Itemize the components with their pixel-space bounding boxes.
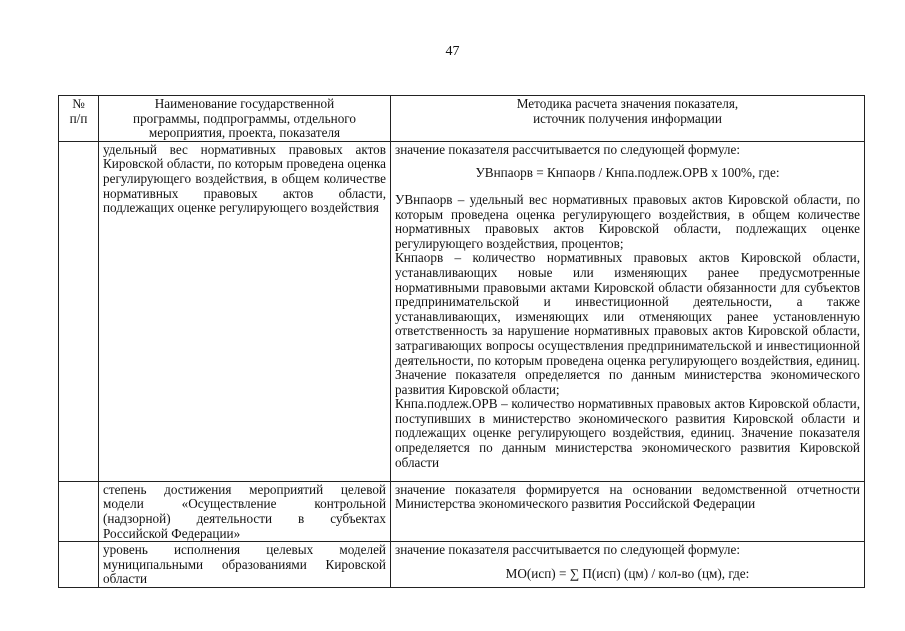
indicator-name: уровень исполнения целевых моделей муниципальными образованиями Кировской области	[99, 542, 391, 588]
definition-paragraph: Кнпаорв – количество нормативных правовых актов Кировской области, устанавливающих новые или изменяющих ранее предусмотренные нормативными правовыми актами Кировской области обязанности для субъектов предпринимательской и инвестиционной деятельности, а также устанавливающих, изменяющих или отменяющих ранее установленную ответственность за нарушение нормативных правовых актов Кировской области, затрагивающих вопросы осуществления предпринимательской и инвестиционной деятельности, по которым проведена оценка регулирующего воздействия, единиц. Значение показателя определяется по данным министерства экономического развития Кировской области;	[395, 250, 860, 397]
method-intro: значение показателя рассчитывается по следующей формуле:	[395, 141, 741, 157]
definition-paragraph: УВнпаорв – удельный вес нормативных правовых актов Кировской области, по которым проведена оценка регулирующего воздействия, в общем количестве нормативных правовых актов Кировской области, подлежащих оценке регулирующего воздействия, процентов;	[395, 191, 860, 251]
table-row	[59, 542, 865, 588]
row-number	[59, 542, 99, 588]
definition-paragraph: Кнпа.подлеж.ОРВ – количество нормативных правовых актов Кировской области, поступивших в министерство экономического развития Кировской области и подлежащих оценке регулирующего воздействия, единиц. Значение показателя определяется по данным министерства экономического развития Кировской области	[395, 396, 860, 470]
indicator-name: степень достижения мероприятий целевой модели «Осуществление контрольной (надзорной) деятельности в субъектах Российской Федерации»	[99, 481, 391, 541]
row-number	[59, 481, 99, 541]
row-number	[59, 141, 99, 481]
indicator-name: удельный вес нормативных правовых актов Кировской области, по которым проведена оценка регулирующего воздействия, в общем количестве нормативных правовых актов области, подлежащих оценке регулирующего воздействия	[99, 141, 391, 481]
method-cell: значение показателя формируется на основании ведомственной отчетности Министерства экономического развития Российской Федерации	[391, 481, 865, 541]
header-method: Методика расчета значения показателя, источник получения информации	[391, 96, 865, 142]
method-cell	[391, 542, 865, 588]
table-row	[59, 481, 865, 541]
table-header-row	[59, 96, 865, 142]
table-row	[59, 141, 865, 481]
method-formula: МО(исп) = ∑ П(исп) (цм) / кол-во (цм), где:	[505, 565, 750, 581]
method-formula: УВнпаорв = Кнпаорв / Кнпа.подлеж.ОРВ х 100%, где:	[475, 165, 780, 181]
method-cell	[391, 141, 865, 481]
page-number: 47	[445, 44, 460, 59]
methodology-table	[58, 95, 865, 588]
header-number: № п/п	[59, 96, 99, 142]
method-intro: значение показателя рассчитывается по следующей формуле:	[395, 542, 741, 558]
header-name: Наименование государственной программы, подпрограммы, отдельного мероприятия, проекта, показателя	[99, 96, 391, 142]
